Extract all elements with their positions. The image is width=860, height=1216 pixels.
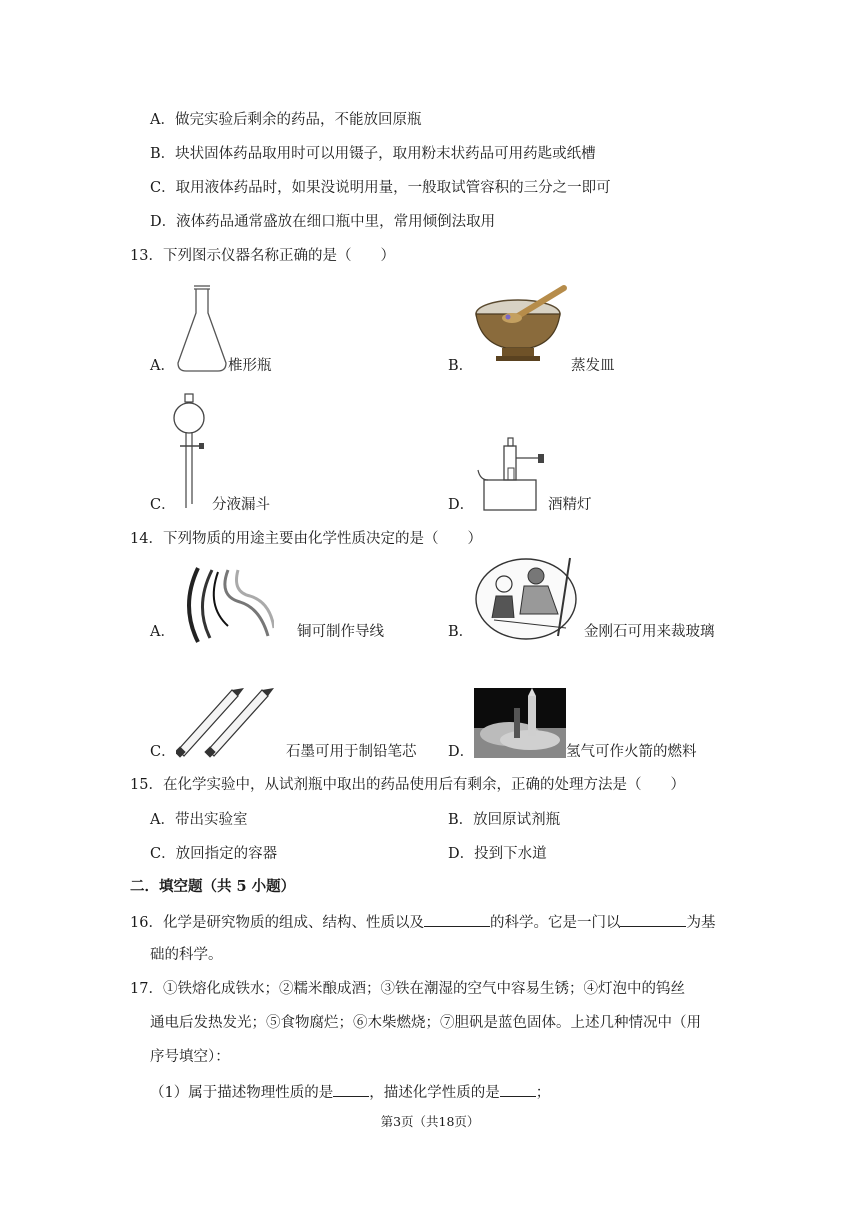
mortar-pestle-image — [472, 282, 570, 364]
q14-b-letter: B． — [448, 624, 474, 640]
q16-text-2: 的科学。它是一门以 — [489, 915, 621, 931]
q17-line-1: 17．①铁熔化成铁水；②糯米酿成酒；③铁在潮湿的空气中容易生锈；④灯泡中的钨丝 — [130, 981, 685, 997]
copper-wire-image — [178, 566, 274, 644]
q14-b-label: 金刚石可用来裁玻璃 — [584, 624, 715, 640]
q17-line-2: 通电后发热发光；⑤食物腐烂；⑥木柴燃烧；⑦胆矾是蓝色固体。上述几种情况中（用 — [150, 1015, 701, 1031]
q13-b-letter: B． — [448, 358, 474, 374]
q16-text-1: 16．化学是研究物质的组成、结构、性质以及 — [130, 915, 424, 931]
q12-option-a: A．做完实验后剩余的药品，不能放回原瓶 — [150, 112, 422, 128]
separatory-funnel-image — [170, 392, 210, 514]
q12-option-d: D．液体药品通常盛放在细口瓶中里，常用倾倒法取用 — [150, 214, 496, 230]
q12-option-c: C．取用液体药品时，如果没说明用量，一般取试管容积的三分之一即可 — [150, 180, 611, 196]
pencils-image — [176, 688, 280, 758]
q13-d-label: 酒精灯 — [548, 497, 592, 513]
q15-stem: 15．在化学实验中，从试剂瓶中取出的药品使用后有剩余，正确的处理方法是（ ） — [130, 777, 685, 793]
q13-a-letter: A． — [150, 358, 175, 374]
q16-text-3: 为基 — [686, 915, 716, 931]
glass-cutting-image — [474, 556, 580, 642]
q13-stem: 13．下列图示仪器名称正确的是（ ） — [130, 248, 395, 264]
q15-option-b: B．放回原试剂瓶 — [448, 812, 561, 828]
q14-a-letter: A． — [150, 624, 175, 640]
q14-a-label: 铜可制作导线 — [297, 624, 384, 640]
q13-c-letter: C． — [150, 497, 176, 513]
q16-line-1 — [130, 911, 715, 933]
q15-option-d: D．投到下水道 — [448, 846, 547, 862]
q16-blank-1[interactable] — [424, 911, 490, 927]
page-footer: 第3页（共18页） — [380, 1114, 480, 1129]
q14-d-label: 氢气可作火箭的燃料 — [566, 744, 697, 760]
q13-c-label: 分液漏斗 — [212, 497, 270, 513]
q15-option-c: C．放回指定的容器 — [150, 846, 278, 862]
q16-blank-2[interactable] — [620, 911, 686, 927]
q17-sub1-text-3: ； — [535, 1085, 551, 1101]
section-title: 二．填空题（共 5 小题） — [130, 878, 296, 895]
q14-d-letter: D． — [448, 744, 475, 760]
q13-a-label: 椎形瓶 — [228, 358, 272, 374]
q17-sub-1 — [150, 1081, 550, 1103]
q17-blank-1[interactable] — [333, 1081, 369, 1097]
q13-b-label: 蒸发皿 — [571, 358, 615, 374]
q14-c-letter: C． — [150, 744, 176, 760]
q17-line-3: 序号填空）： — [150, 1049, 230, 1065]
q17-blank-2[interactable] — [500, 1081, 536, 1097]
q13-d-letter: D． — [448, 497, 475, 513]
q14-c-label: 石墨可用于制铅笔芯 — [286, 744, 417, 760]
rocket-launch-image — [474, 688, 566, 758]
q14-stem: 14．下列物质的用途主要由化学性质决定的是（ ） — [130, 531, 482, 547]
alcohol-lamp-image — [474, 434, 548, 514]
q12-option-b: B．块状固体药品取用时可以用镊子，取用粉末状药品可用药匙或纸槽 — [150, 146, 596, 162]
q16-line-2: 础的科学。 — [150, 947, 223, 963]
conical-flask-image — [174, 283, 230, 373]
q17-sub1-text-2: ，描述化学性质的是 — [369, 1085, 500, 1101]
q17-sub1-text-1: （1）属于描述物理性质的是 — [150, 1085, 334, 1101]
q15-option-a: A．带出实验室 — [150, 812, 248, 828]
